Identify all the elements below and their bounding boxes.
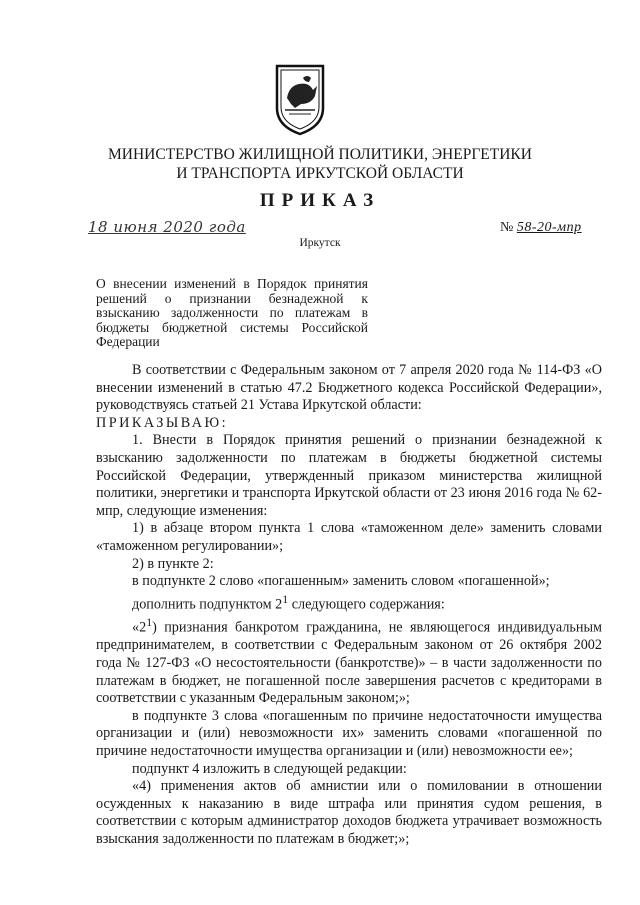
add-subitem-paragraph: дополнить подпунктом $2^1$ следующего содержания:: [132, 591, 445, 613]
quoted-subitem-2-1: «$2^1$) признания банкротом гражданина, не являющегося индивидуальным предпринимателем, в соответствии с Федеральным законом от 26 октября 2002 года № 127-ФЗ «О несостоятельности (банкротстве)» – в части задолженности по платежам в бюджет, не погашенной после завершения расчетов с кредиторами в соответствии с указанным Федеральным законом;»;: [96, 615, 602, 707]
doc-type-title: ПРИКАЗ: [259, 190, 381, 211]
subitem-3: в подпункте 3 слова «погашенным по причине недостаточности имущества организации и (или) невозможности их» заменить словами «погашенной по причине недостаточности имущества организации и (или) невозможности ее»;: [96, 707, 602, 759]
handwritten-date: 18 июня 2020 года: [88, 218, 246, 236]
handwritten-number: 58-20-мпр: [516, 220, 582, 235]
ministry-name-line-1: МИНИСТЕРСТВО ЖИЛИЩНОЙ ПОЛИТИКИ, ЭНЕРГЕТИКИ: [108, 146, 532, 163]
subitem-4-text: «4) применения актов об амнистии или о помиловании в отношении осужденных к наказанию в виде штрафа или принятия судом решения, в соответствии с которым администратор доходов бюджета утрачивает возможность взыскания задолженности по платежам в бюджет;»;: [96, 778, 602, 847]
order-subject: О внесении изменений в Порядок принятия решений о признании безнадежной к взысканию задолженности по платежам в бюджеты бюджетной системы Российской Федерации: [96, 276, 368, 349]
order-number: [500, 220, 582, 236]
item-1: 1. Внести в Порядок принятия решений о признании безнадежной к взысканию задолженности по платежам в бюджеты бюджетной системы Российской Федерации, утвержденный приказом министерства жилищной политики, энергетики и транспорта Иркутской области от 23 июня 2016 года № 62-мпр, следующие изменения:: [96, 432, 602, 519]
number-sign: №: [500, 220, 514, 235]
coat-of-arms-icon: [273, 62, 327, 138]
intro-paragraph: В соответствии с Федеральным законом от 7 апреля 2020 года № 114-ФЗ «О внесении изменений в статью 47.2 Бюджетного кодекса Российской Федерации», руководствуясь статьей 21 Устава Иркутской области:: [96, 362, 602, 414]
subitem-4: подпункт 4 изложить в следующей редакции:: [132, 760, 407, 777]
city-name: Иркутск: [299, 237, 341, 249]
ministry-name-line-2: И ТРАНСПОРТА ИРКУТСКОЙ ОБЛАСТИ: [176, 165, 464, 182]
order-body: [96, 362, 602, 849]
item-1-2: 2) в пункте 2:: [132, 555, 214, 572]
subitem-2: в подпункте 2 слово «погашенным» заменить словом «погашенной»;: [132, 573, 550, 590]
item-1-1: 1) в абзаце втором пункта 1 слова «таможенном деле» заменить словами «таможенном регулировании»;: [96, 520, 602, 554]
order-word: ПРИКАЗЫВАЮ:: [96, 414, 229, 431]
